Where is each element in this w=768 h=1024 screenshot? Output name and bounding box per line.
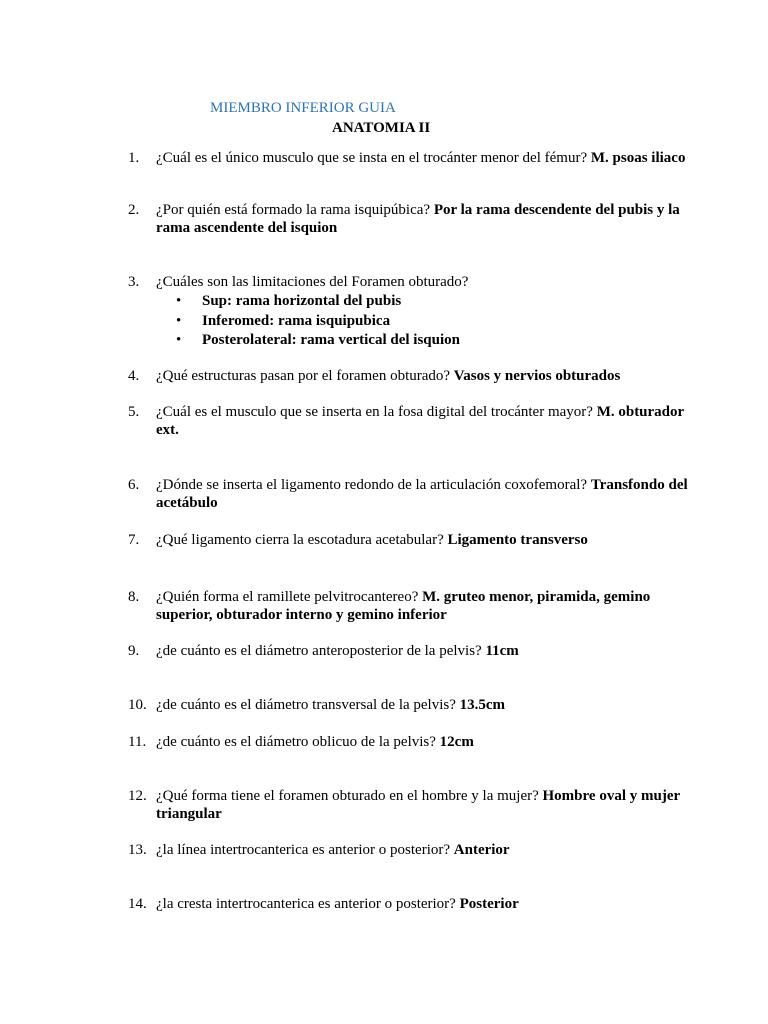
question-number: 6.	[128, 477, 140, 493]
question-item	[128, 895, 688, 913]
document-subtitle: ANATOMIA II	[332, 120, 431, 136]
question-text: ¿Qué ligamento cierra la escotadura acetabular?	[156, 532, 448, 548]
document-title: MIEMBRO INFERIOR GUIA	[210, 100, 396, 116]
question-item	[128, 531, 688, 549]
question-item	[128, 588, 688, 624]
answer-text: Por la rama descendente del pubis y la rama ascendente del isquion	[156, 202, 680, 236]
question-number: 9.	[128, 643, 140, 659]
question-number: 8.	[128, 589, 140, 605]
answer-text: Posterior	[459, 896, 519, 912]
list-item	[156, 292, 688, 312]
question-number: 14.	[128, 896, 147, 912]
question-text: ¿Quién forma el ramillete pelvitrocantereo?	[156, 589, 423, 605]
answer-text: Ligamento transverso	[447, 532, 588, 548]
answer-text: Sup: rama horizontal del pubis	[202, 293, 402, 309]
question-item	[128, 476, 688, 512]
answer-text: M. psoas iliaco	[590, 150, 686, 166]
question-text: ¿de cuánto es el diámetro oblicuo de la pelvis?	[156, 734, 440, 750]
question-item	[128, 841, 688, 859]
answer-text: Anterior	[453, 842, 510, 858]
question-number: 11.	[128, 734, 147, 750]
answer-text: Vasos y nervios obturados	[453, 368, 621, 384]
question-text: ¿la cresta intertrocanterica es anterior o posterior?	[156, 896, 460, 912]
answer-text: 12cm	[439, 734, 474, 750]
question-text: ¿Qué forma tiene el foramen obturado en el hombre y la mujer?	[156, 788, 543, 804]
bullet-icon: •	[176, 332, 182, 348]
question-number: 3.	[128, 274, 140, 290]
question-item	[128, 733, 688, 751]
question-number: 2.	[128, 202, 140, 218]
answer-text: M. gruteo menor, piramida, gemino superior, obturador interno y gemino inferior	[156, 589, 651, 623]
bullet-icon: •	[176, 312, 182, 329]
question-text: ¿Qué estructuras pasan por el foramen obturado?	[156, 368, 454, 384]
question-number: 5.	[128, 404, 140, 420]
question-number: 1.	[128, 150, 140, 166]
question-text: ¿de cuánto es el diámetro transversal de la pelvis?	[156, 697, 460, 713]
question-number: 4.	[128, 368, 140, 384]
answer-text: M. obturador ext.	[156, 404, 684, 438]
answer-text: Hombre oval y mujer triangular	[156, 788, 680, 822]
question-text: ¿Por quién está formado la rama isquipúbica?	[156, 202, 434, 218]
question-number: 13.	[128, 842, 147, 858]
question-number: 10.	[128, 697, 147, 713]
question-text: ¿Cuál es el musculo que se inserta en la fosa digital del trocánter mayor?	[156, 404, 597, 420]
question-number: 12.	[128, 788, 147, 804]
answer-text: 13.5cm	[459, 697, 506, 713]
answer-text: Posterolateral: rama vertical del isquion	[202, 332, 461, 348]
question-item	[128, 642, 688, 660]
question-item	[128, 149, 688, 167]
question-item	[128, 403, 688, 439]
question-text: ¿Dónde se inserta el ligamento redondo de la articulación coxofemoral?	[156, 477, 591, 493]
question-text: ¿de cuánto es el diámetro anteroposterior de la pelvis?	[156, 643, 486, 659]
question-number: 7.	[128, 532, 140, 548]
answer-text: Inferomed: rama isquipubica	[202, 312, 391, 329]
bullet-icon: •	[176, 293, 182, 309]
question-item	[128, 787, 688, 823]
question-item	[128, 696, 688, 714]
question-text: ¿Cuál es el único musculo que se insta en el trocánter menor del fémur?	[156, 150, 591, 166]
question-text: ¿la línea intertrocanterica es anterior o posterior?	[156, 842, 454, 858]
question-item	[128, 367, 688, 385]
list-item	[156, 312, 688, 332]
question-item	[128, 273, 688, 351]
question-text: ¿Cuáles son las limitaciones del Foramen obturado?	[156, 274, 469, 290]
answer-text: 11cm	[485, 643, 519, 659]
list-item	[156, 331, 688, 351]
answer-bullet-list	[156, 292, 688, 351]
answer-text: Transfondo del acetábulo	[156, 477, 688, 511]
question-item	[128, 201, 688, 237]
